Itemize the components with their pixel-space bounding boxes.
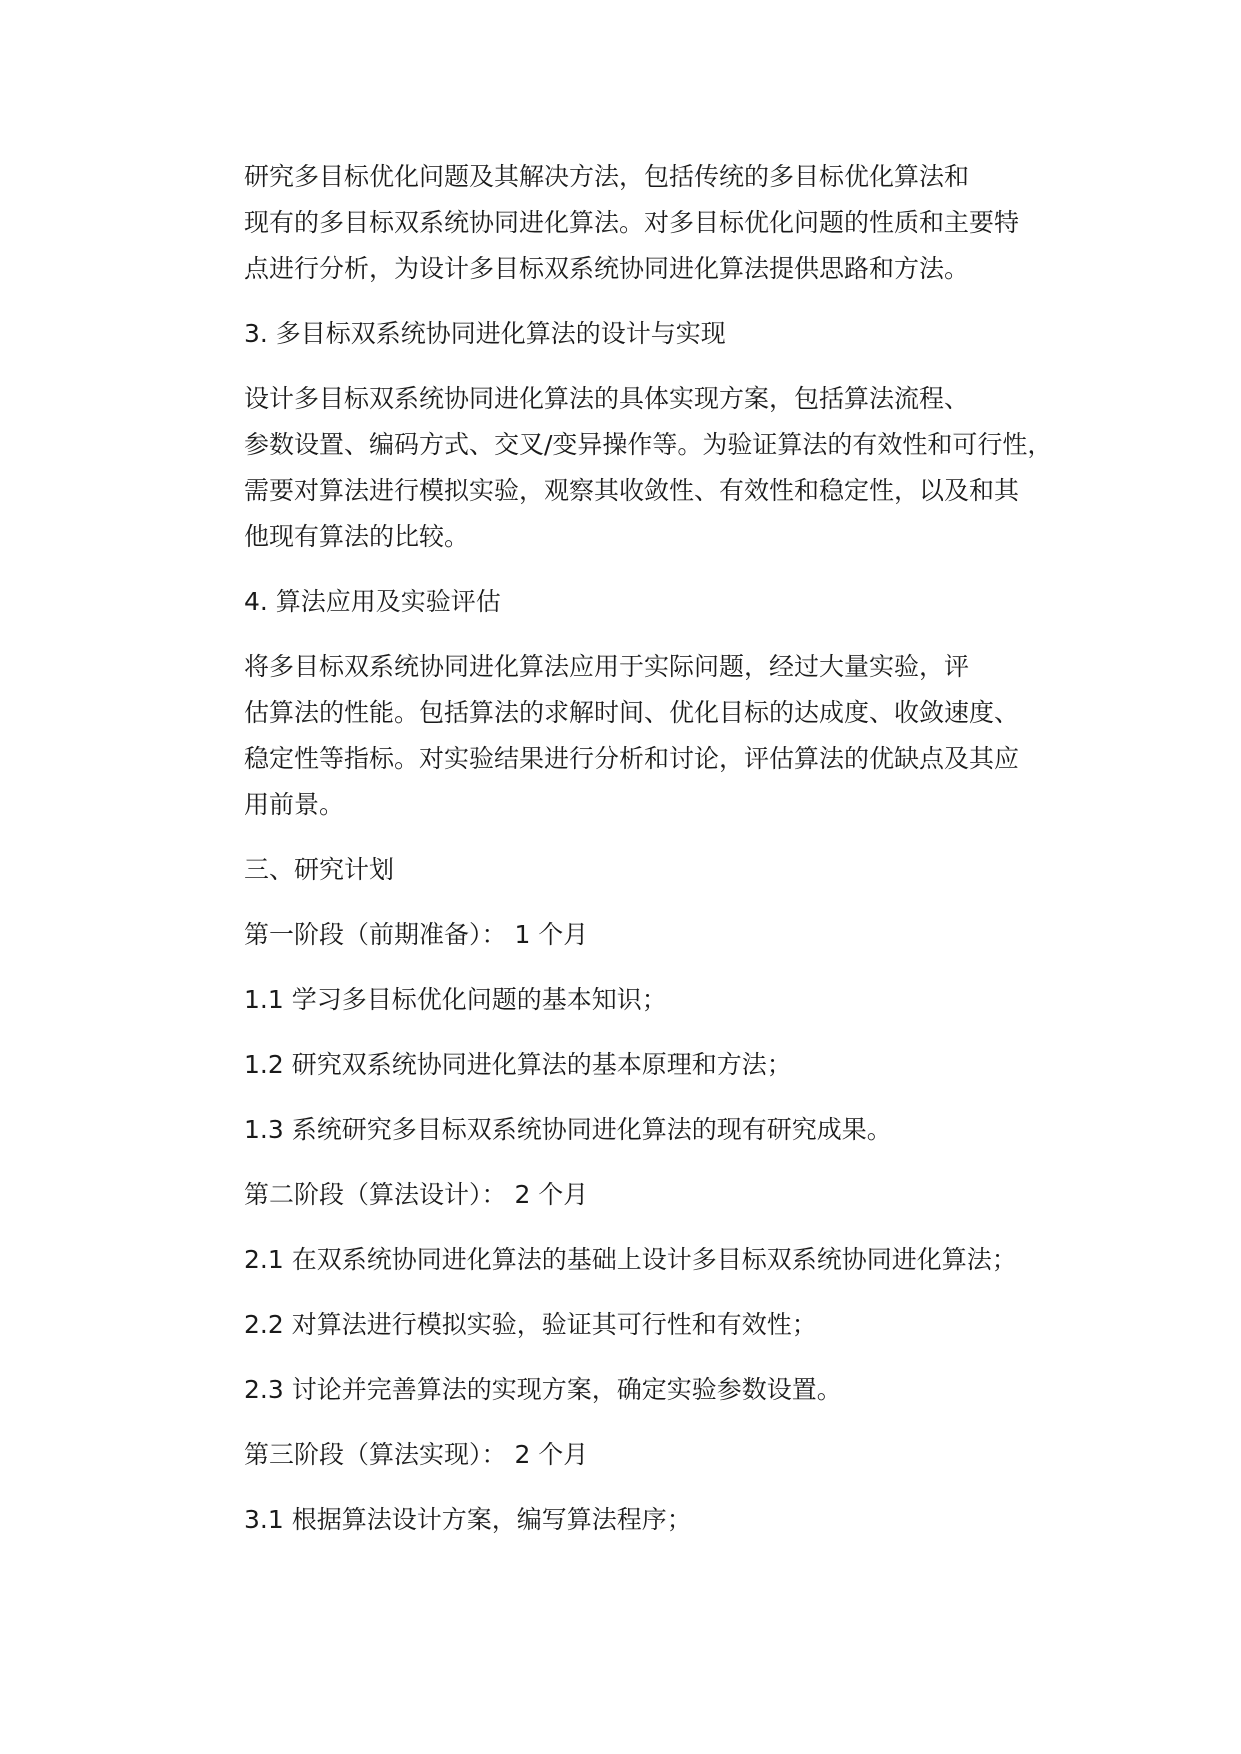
paragraph-line: 将多目标双系统协同进化算法应用于实际问题，经过大量实验，评 — [244, 652, 970, 681]
plan-item-3-1: 3.1 根据算法设计方案，编写算法程序； — [244, 1505, 692, 1534]
phase-heading-3: 第三阶段（算法实现）： 2 个月 — [244, 1440, 589, 1469]
paragraph-line: 设计多目标双系统协同进化算法的具体实现方案，包括算法流程、 — [244, 384, 970, 413]
paragraph-line: 现有的多目标双系统协同进化算法。对多目标优化问题的性质和主要特 — [244, 208, 1020, 237]
paragraph-line: 研究多目标优化问题及其解决方法，包括传统的多目标优化算法和 — [244, 162, 970, 191]
paragraph-experiment-evaluation — [186, 644, 1066, 828]
plan-item-1-1: 1.1 学习多目标优化问题的基本知识； — [244, 985, 667, 1014]
plan-item-2-1: 2.1 在双系统协同进化算法的基础上设计多目标双系统协同进化算法； — [244, 1245, 1017, 1274]
phase-heading-1: 第一阶段（前期准备）： 1 个月 — [244, 920, 589, 949]
paragraph-line: 他现有算法的比较。 — [244, 522, 470, 551]
paragraph-algorithm-design — [186, 376, 1066, 560]
paragraph-line: 估算法的性能。包括算法的求解时间、优化目标的达成度、收敛速度、 — [244, 698, 1020, 727]
section-heading-3: 3. 多目标双系统协同进化算法的设计与实现 — [244, 319, 726, 348]
plan-item-1-3: 1.3 系统研究多目标双系统协同进化算法的现有研究成果。 — [244, 1115, 892, 1144]
paragraph-line: 用前景。 — [244, 790, 345, 819]
section-heading-4: 4. 算法应用及实验评估 — [244, 587, 501, 616]
paragraph-line: 参数设置、编码方式、交叉/变异操作等。为验证算法的有效性和可行性， — [244, 430, 1053, 459]
plan-item-2-3: 2.3 讨论并完善算法的实现方案，确定实验参数设置。 — [244, 1375, 842, 1404]
paragraph-research-methods — [186, 154, 1066, 292]
paragraph-line: 需要对算法进行模拟实验，观察其收敛性、有效性和稳定性，以及和其 — [244, 476, 1020, 505]
document-body — [186, 154, 1066, 1562]
section-heading-research-plan: 三、研究计划 — [244, 855, 395, 884]
phase-heading-2: 第二阶段（算法设计）： 2 个月 — [244, 1180, 589, 1209]
paragraph-line: 点进行分析，为设计多目标双系统协同进化算法提供思路和方法。 — [244, 254, 970, 283]
plan-item-2-2: 2.2 对算法进行模拟实验，验证其可行性和有效性； — [244, 1310, 817, 1339]
plan-item-1-2: 1.2 研究双系统协同进化算法的基本原理和方法； — [244, 1050, 792, 1079]
paragraph-line: 稳定性等指标。对实验结果进行分析和讨论，评估算法的优缺点及其应 — [244, 744, 1020, 773]
